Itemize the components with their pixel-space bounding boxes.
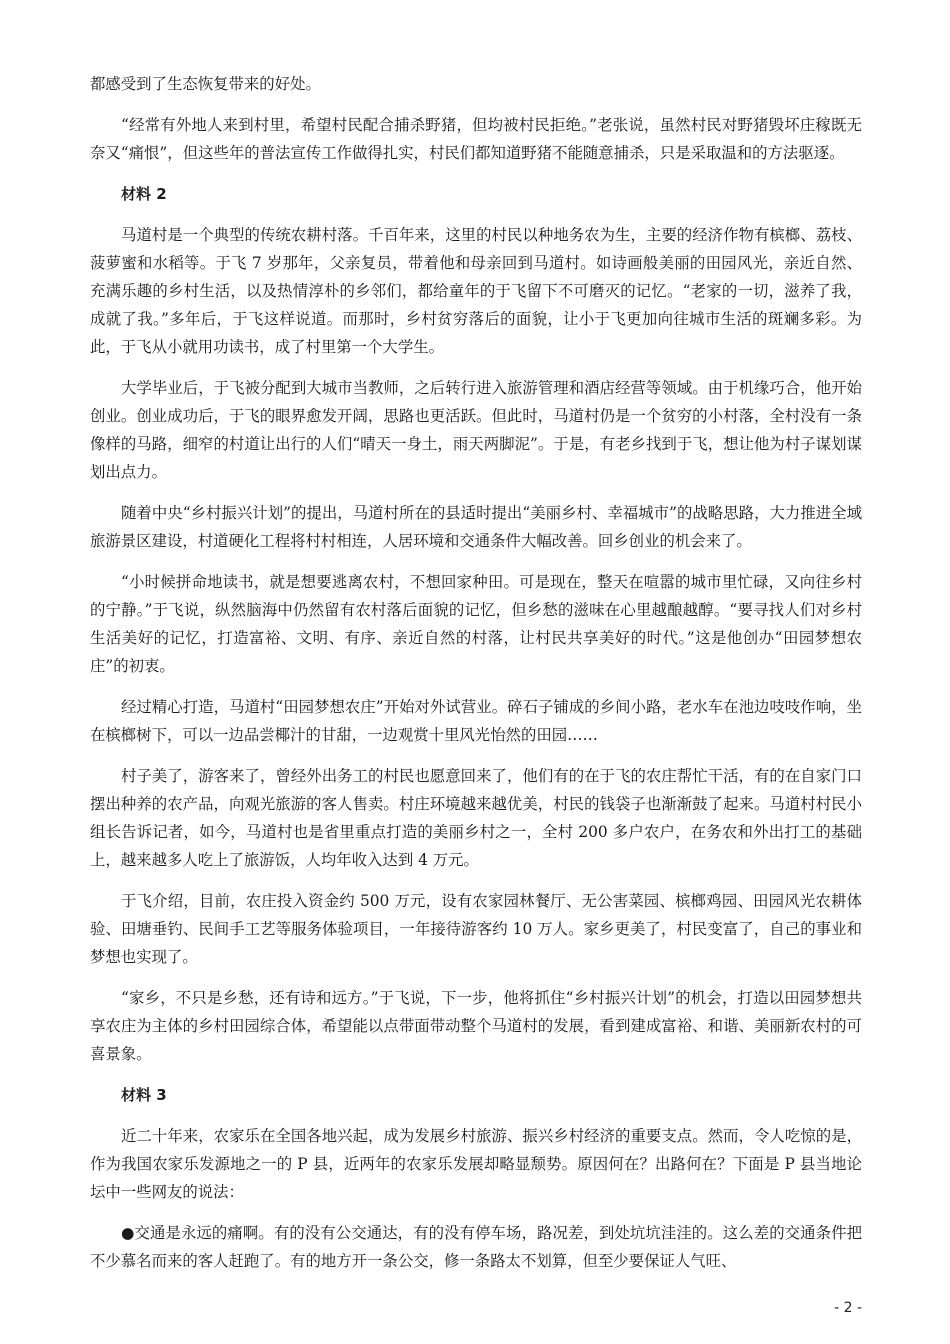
paragraph: “家乡，不只是乡愁，还有诗和远方。”于飞说，下一步，他将抓住“乡村振兴计划”的机会，打造以田园梦想共享农庄为主体的乡村田园综合体，希望能以点带面带动整个马道村的发展，看到建成富裕、和谐、美丽新农村的可喜景象。 [90,989,862,1063]
paragraph: 大学毕业后，于飞被分配到大城市当教师，之后转行进入旅游管理和酒店经营等领域。由于机缘巧合，他开始创业。创业成功后，于飞的眼界愈发开阔，思路也更活跃。但此时，马道村仍是一个贫穷的小村落，全村没有一条像样的马路，细窄的村道让出行的人们“晴天一身土，雨天两脚泥”。于是，有老乡找到于飞，想让他为村子谋划谋划出点力。 [90,379,862,481]
page-number: - 2 - [834,1300,862,1316]
paragraph: 经过精心打造，马道村“田园梦想农庄”开始对外试营业。碎石子铺成的乡间小路，老水车在池边吱吱作响，坐在槟榔树下，可以一边品尝椰汁的甘甜，一边观赏十里风光怡然的田园…… [90,698,862,744]
paragraph: ●交通是永远的痛啊。有的没有公交通达，有的没有停车场，路况差，到处坑坑洼洼的。这么差的交通条件把不少慕名而来的客人赶跑了。有的地方开一条公交，修一条路太不划算，但至少要保证人气旺、 [90,1224,862,1270]
paragraph: “经常有外地人来到村里，希望村民配合捕杀野猪，但均被村民拒绝。”老张说，虽然村民对野猪毁坏庄稼既无奈又“痛恨”，但这些年的普法宣传工作做得扎实，村民们都知道野猪不能随意捕杀，只是采取温和的方法驱逐。 [90,116,862,162]
section-heading: 材料 2 [121,185,167,203]
paragraph: “小时候拼命地读书，就是想要逃离农村，不想回家种田。可是现在，整天在喧嚣的城市里忙碌，又向往乡村的宁静。”于飞说，纵然脑海中仍然留有农村落后面貌的记忆，但乡愁的滋味在心里越酿越醇。“要寻找人们对乡村生活美好的记忆，打造富裕、文明、有序、亲近自然的村落，让村民共享美好的时代。”这是他创办“田园梦想农庄”的初衷。 [90,573,862,675]
paragraph: 马道村是一个典型的传统农耕村落。千百年来，这里的村民以种地务农为生，主要的经济作物有槟榔、荔枝、菠萝蜜和水稻等。于飞 7 岁那年，父亲复员，带着他和母亲回到马道村。如诗画般美丽的田园风光，亲近自然、充满乐趣的乡村生活，以及热情淳朴的乡邻们，都给童年的于飞留下不可磨灭的记忆。“老家的一切，滋养了我，成就了我。”多年后，于飞这样说道。而那时，乡村贫穷落后的面貌，让小于飞更加向往城市生活的斑斓多彩。为此，于飞从小就用功读书，成了村里第一个大学生。 [90,226,862,356]
section-heading: 材料 3 [121,1086,167,1104]
paragraph: 村子美了，游客来了，曾经外出务工的村民也愿意回来了，他们有的在于飞的农庄帮忙干活，有的在自家门口摆出种养的农产品，向观光旅游的客人售卖。村庄环境越来越优美，村民的钱袋子也渐渐鼓了起来。马道村村民小组长告诉记者，如今，马道村也是省里重点打造的美丽乡村之一，全村 200 多户农户，在务农和外出打工的基础上，越来越多人吃上了旅游饭，人均年收入达到 4 万元。 [90,767,862,869]
paragraph: 近二十年来，农家乐在全国各地兴起，成为发展乡村旅游、振兴乡村经济的重要支点。然而，令人吃惊的是，作为我国农家乐发源地之一的 P 县，近两年的农家乐发展却略显颓势。原因何在？出路何在？下面是 P 县当地论坛中一些网友的说法： [90,1127,862,1201]
document-body [90,70,862,1275]
paragraph: 于飞介绍，目前，农庄投入资金约 500 万元，设有农家园林餐厅、无公害菜园、槟榔鸡园、田园风光农耕体验、田塘垂钓、民间手工艺等服务体验项目，一年接待游客约 10 万人。家乡更美了，村民变富了，自己的事业和梦想也实现了。 [90,892,862,966]
paragraph: 随着中央“乡村振兴计划”的提出，马道村所在的县适时提出“美丽乡村、幸福城市”的战略思路，大力推进全域旅游景区建设，村道硬化工程将村村相连，人居环境和交通条件大幅改善。回乡创业的机会来了。 [90,504,862,550]
paragraph: 都感受到了生态恢复带来的好处。 [90,75,321,93]
